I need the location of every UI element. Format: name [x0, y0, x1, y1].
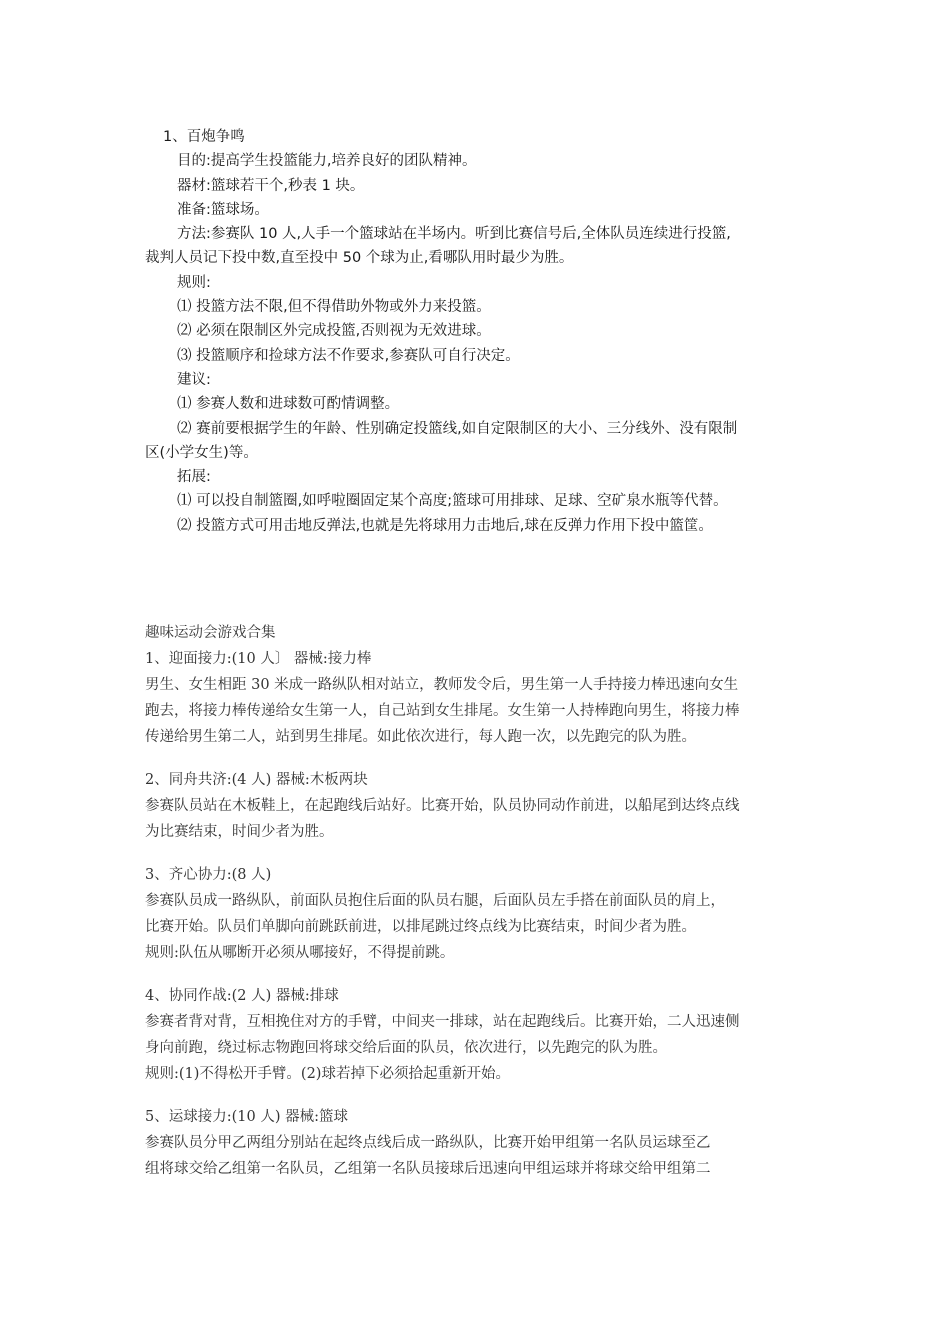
- game-1-line-3: 传递给男生第二人，站到男生排尾。如此依次进行，每人跑一次，以先跑完的队为胜。: [145, 729, 696, 745]
- equipment-line: 器材:篮球若干个,秒表 1 块。: [177, 177, 365, 194]
- game-title: 1、百炮争鸣: [163, 129, 245, 145]
- method-line-1: 方法:参赛队 10 人,人手一个篮球站在半场内。听到比赛信号后,全体队员连续进行投篮,: [177, 226, 731, 243]
- section-fun-games: [145, 620, 810, 1182]
- game-3-line-1: 参赛队员成一路纵队，前面队员抱住后面的队员右腿，后面队员左手搭在前面队员的肩上，: [145, 893, 725, 909]
- game-5-line-2: 组将球交给乙组第一名队员，乙组第一名队员接球后迅速向甲组运球并将球交给甲组第二: [145, 1161, 711, 1177]
- purpose-line: 目的:提高学生投篮能力,培养良好的团队精神。: [177, 153, 477, 170]
- method-line-2: 裁判人员记下投中数,直至投中 50 个球为止,看哪队用时最少为胜。: [145, 250, 574, 267]
- extension-1: ⑴ 可以投自制篮圈,如呼啦圈固定某个高度;篮球可用排球、足球、空矿泉水瓶等代替。: [177, 493, 728, 510]
- rules-label: 规则:: [177, 274, 211, 291]
- rule-2: ⑵ 必须在限制区外完成投篮,否则视为无效进球。: [177, 323, 491, 340]
- extension-2: ⑵ 投篮方式可用击地反弹法,也就是先将球用力击地后,球在反弹力作用下投中篮筐。: [177, 517, 713, 534]
- game-3-title: 3、齐心协力:(8 人): [145, 867, 272, 883]
- game-3-line-2: 比赛开始。队员们单脚向前跳跃前进，以排尾跳过终点线为比赛结束，时间少者为胜。: [145, 919, 696, 935]
- game-4-line-2: 身向前跑，绕过标志物跑回将球交给后面的队员，依次进行，以先跑完的队为胜。: [145, 1040, 667, 1056]
- game-3-rule: 规则:队伍从哪断开必须从哪接好，不得提前跳。: [145, 945, 455, 961]
- game-1-title: 1、迎面接力:(10 人〕 器械:接力棒: [145, 651, 372, 667]
- game-4-rule: 规则:(1)不得松开手臂。(2)球若掉下必须拾起重新开始。: [145, 1066, 510, 1082]
- preparation-line: 准备:篮球场。: [177, 201, 269, 218]
- game-4-title: 4、协同作战:(2 人) 器械:排球: [145, 988, 339, 1004]
- rule-1: ⑴ 投篮方法不限,但不得借助外物或外力来投篮。: [177, 299, 491, 316]
- advice-2-line-1: ⑵ 赛前要根据学生的年龄、性别确定投篮线,如自定限制区的大小、三分线外、没有限制: [177, 420, 738, 437]
- advice-1: ⑴ 参赛人数和进球数可酌情调整。: [177, 396, 400, 413]
- game-4-line-1: 参赛者背对背，互相挽住对方的手臂，中间夹一排球，站在起跑线后。比赛开始，二人迅速侧: [145, 1014, 740, 1030]
- advice-label: 建议:: [177, 371, 211, 388]
- game-2-title: 2、同舟共济:(4 人) 器械:木板两块: [145, 772, 368, 788]
- paragraph-gap: [145, 966, 810, 983]
- game-1-line-1: 男生、女生相距 30 米成一路纵队相对站立，教师发令后，男生第一人手持接力棒迅速向女生: [145, 677, 739, 693]
- game-5-line-1: 参赛队员分甲乙两组分别站在起终点线后成一路纵队，比赛开始甲组第一名队员运球至乙: [145, 1135, 711, 1151]
- section-heading: 趣味运动会游戏合集: [145, 625, 276, 641]
- game-2-line-1: 参赛队员站在木板鞋上，在起跑线后站好。比赛开始，队员协同动作前进，以船尾到达终点线: [145, 798, 740, 814]
- paragraph-gap: [145, 750, 810, 767]
- extension-label: 拓展:: [177, 469, 211, 486]
- rule-3: ⑶ 投篮顺序和捡球方法不作要求,参赛队可自行决定。: [177, 347, 520, 364]
- paragraph-gap: [145, 1087, 810, 1104]
- game-1-line-2: 跑去，将接力棒传递给女生第一人，自己站到女生排尾。女生第一人持棒跑向男生，将接力棒: [145, 703, 740, 719]
- section-hundred-cannons: [145, 125, 810, 538]
- game-5-title: 5、运球接力:(10 人) 器械:篮球: [145, 1109, 348, 1125]
- game-2-line-2: 为比赛结束，时间少者为胜。: [145, 824, 334, 840]
- advice-2-line-2: 区(小学女生)等。: [145, 444, 258, 461]
- paragraph-gap: [145, 845, 810, 862]
